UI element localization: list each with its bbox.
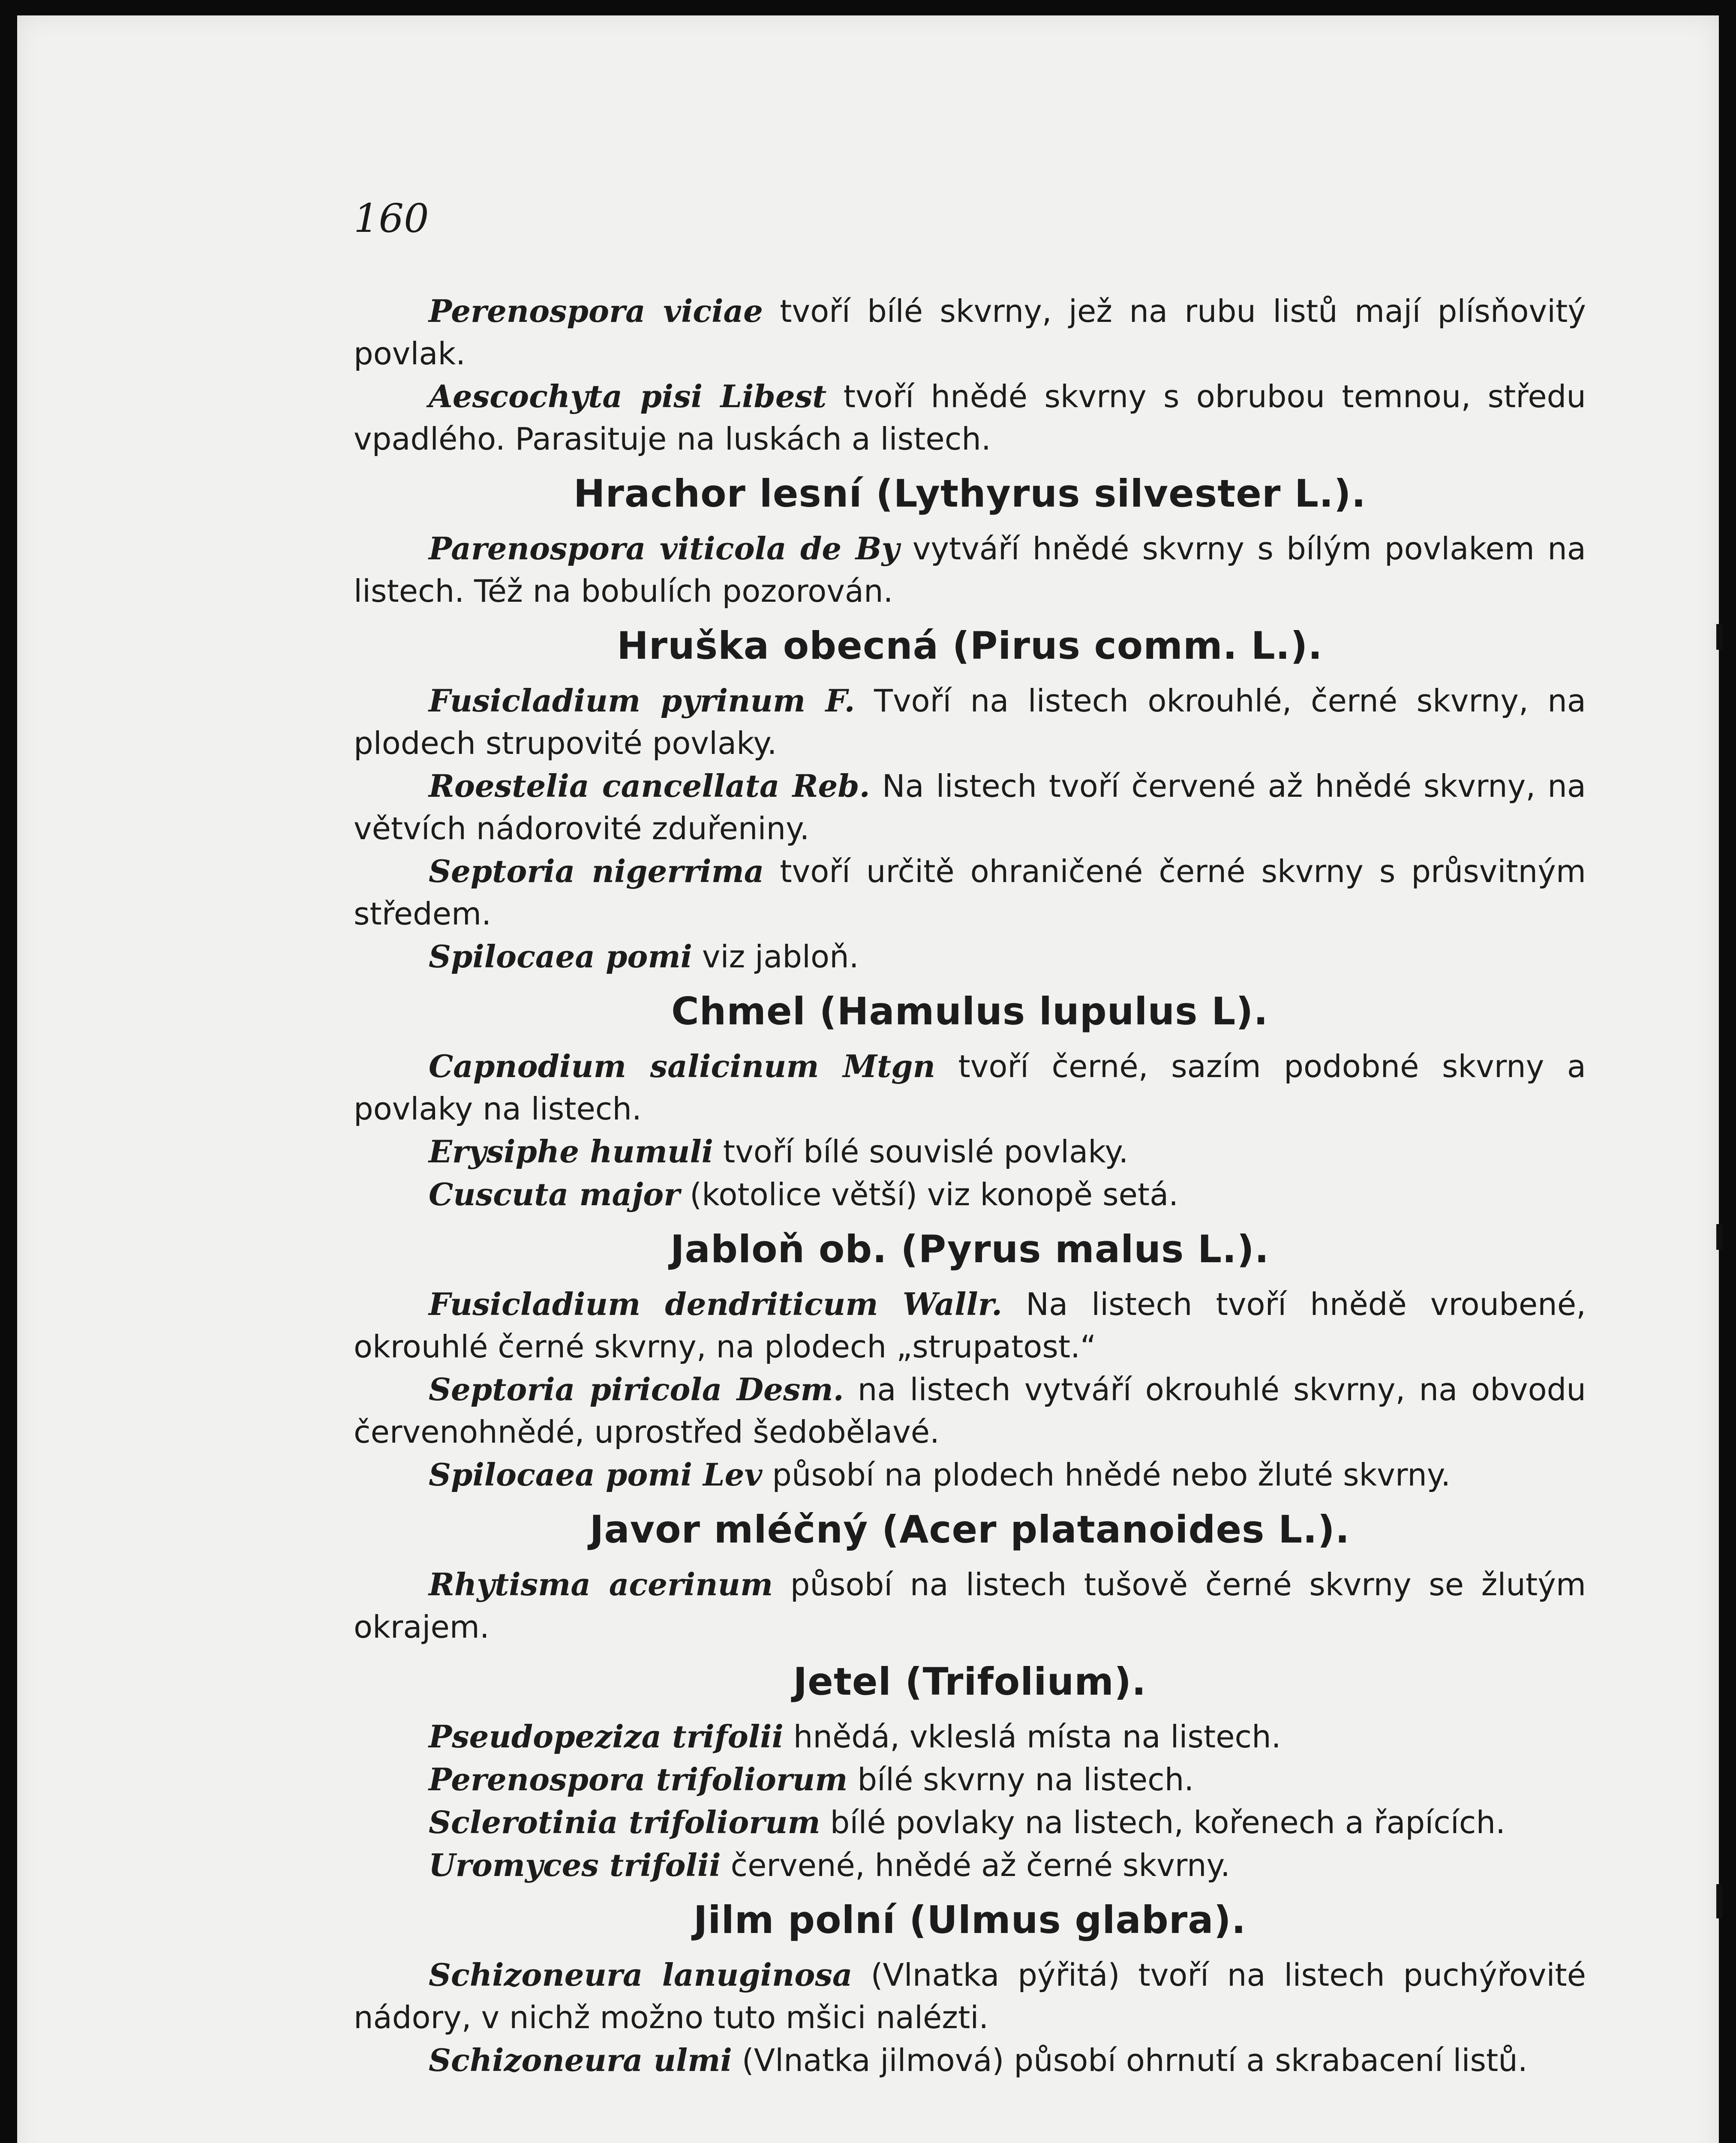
- entry-paragraph: [354, 1844, 1586, 1887]
- species-name: Cuscuta major: [429, 1176, 680, 1213]
- species-name: Fusicladium pyrinum F.: [429, 682, 855, 719]
- section-heading-javor: Javor mléčný (Acer platanoides L.).: [589, 1507, 1350, 1552]
- entry-paragraph: [354, 1954, 1586, 2039]
- section-heading-chmel: Chmel (Hamulus lupulus L).: [671, 989, 1268, 1033]
- species-name: Parenospora viticola de By: [429, 530, 900, 567]
- species-name: Rhytisma acerinum: [429, 1566, 773, 1603]
- entry-paragraph: [354, 375, 1586, 460]
- scan-edge-mark: [1716, 624, 1722, 650]
- species-name: Perenospora viciae: [429, 293, 763, 329]
- entry-text: působí na plodech hnědé nebo žluté skvrny.: [772, 1457, 1451, 1493]
- entry-paragraph: [354, 290, 1586, 375]
- entry-text: tvoří černé, sazím podobné skvrny a povlaky na listech.: [354, 1048, 1586, 1127]
- entry-paragraph: [354, 1563, 1586, 1648]
- entry-text: viz jabloň.: [702, 939, 859, 975]
- entry-text: (kotolice větší) viz konopě setá.: [690, 1177, 1179, 1213]
- species-name: Perenospora trifoliorum: [429, 1761, 848, 1798]
- section-heading-jilm: Jilm polní (Ulmus glabra).: [693, 1898, 1246, 1942]
- entry-text: červené, hnědé až černé skvrny.: [730, 1847, 1230, 1883]
- species-name: Aescochyta pisi Libest: [429, 378, 827, 414]
- entry-paragraph: [354, 1801, 1586, 1844]
- entry-paragraph: [354, 679, 1586, 765]
- section-heading-hrachor: Hrachor lesní (Lythyrus silvester L.).: [573, 471, 1367, 516]
- entry-text: Na listech tvoří červené až hnědé skvrny, na větvích nádorovité zduřeniny.: [354, 768, 1586, 846]
- species-name: Schizoneura lanuginosa: [429, 1957, 853, 1993]
- page-content: [354, 290, 1586, 2082]
- entry-text: tvoří hnědé skvrny s obrubou temnou, středu vpadlého. Parasituje na luskách a listech.: [354, 378, 1586, 457]
- entry-paragraph: [354, 765, 1586, 850]
- species-name: Spilocaea pomi Lev: [429, 1456, 763, 1493]
- entry-paragraph: [354, 1453, 1586, 1496]
- scan-edge-mark: [1716, 1884, 1722, 1918]
- entry-paragraph: [354, 1715, 1586, 1758]
- species-name: Uromyces trifolii: [429, 1847, 721, 1883]
- entry-text: (Vlnatka jilmová) působí ohrnutí a skrabacení listů.: [742, 2042, 1528, 2078]
- entry-text: tvoří bílé souvislé povlaky.: [723, 1134, 1129, 1170]
- species-name: Fusicladium dendriticum Wallr.: [429, 1286, 1003, 1322]
- species-name: Schizoneura ulmi: [429, 2042, 732, 2078]
- species-name: Pseudopeziza trifolii: [429, 1718, 784, 1755]
- section-heading-jablon: Jabloň ob. (Pyrus malus L.).: [670, 1227, 1270, 1271]
- species-name: Capnodium salicinum Mtgn: [429, 1048, 935, 1084]
- section-heading-jetel: Jetel (Trifolium).: [793, 1660, 1147, 1704]
- entry-text: Na listech tvoří hnědě vroubené, okrouhlé černé skvrny, na plodech „strupatost.“: [354, 1286, 1586, 1365]
- species-name: Sclerotinia trifoliorum: [429, 1804, 820, 1840]
- species-name: Septoria piricola Desm.: [429, 1371, 844, 1408]
- entry-paragraph: [354, 935, 1586, 978]
- entry-paragraph: [354, 1173, 1586, 1216]
- page-number: 160: [354, 195, 429, 241]
- species-name: Erysiphe humuli: [429, 1133, 714, 1170]
- scan-edge-mark: [1716, 1224, 1722, 1250]
- entry-text: na listech vytváří okrouhlé skvrny, na obvodu červenohnědé, uprostřed šedobělavé.: [354, 1372, 1586, 1450]
- document-page: [17, 15, 1719, 2143]
- section-heading-hruska: Hruška obecná (Pirus comm. L.).: [617, 624, 1323, 668]
- entry-paragraph: [354, 1130, 1586, 1173]
- entry-paragraph: [354, 1758, 1586, 1801]
- entry-text: vytváří hnědé skvrny s bílým povlakem na listech. Též na bobulích pozorován.: [354, 531, 1586, 609]
- species-name: Septoria nigerrima: [429, 853, 764, 889]
- entry-paragraph: [354, 2039, 1586, 2082]
- entry-paragraph: [354, 1045, 1586, 1130]
- species-name: Roestelia cancellata Reb.: [429, 768, 870, 804]
- entry-paragraph: [354, 850, 1586, 935]
- entry-text: Tvoří na listech okrouhlé, černé skvrny, na plodech strupovité povlaky.: [354, 683, 1586, 761]
- species-name: Spilocaea pomi: [429, 938, 692, 975]
- entry-text: hnědá, vkleslá místa na listech.: [793, 1719, 1281, 1755]
- entry-paragraph: [354, 1283, 1586, 1368]
- entry-text: bílé skvrny na listech.: [857, 1762, 1194, 1798]
- entry-text: (Vlnatka pýřitá) tvoří na listech puchýřovité nádory, v nichž možno tuto mšici nalézti.: [354, 1957, 1586, 2035]
- entry-text: tvoří bílé skvrny, jež na rubu listů mají plísňovitý povlak.: [354, 293, 1586, 372]
- entry-text: tvoří určitě ohraničené černé skvrny s průsvitným středem.: [354, 853, 1586, 932]
- entry-text: působí na listech tušově černé skvrny se žlutým okrajem.: [354, 1567, 1586, 1645]
- entry-text: bílé povlaky na listech, kořenech a řapících.: [830, 1804, 1505, 1840]
- entry-paragraph: [354, 527, 1586, 612]
- entry-paragraph: [354, 1368, 1586, 1453]
